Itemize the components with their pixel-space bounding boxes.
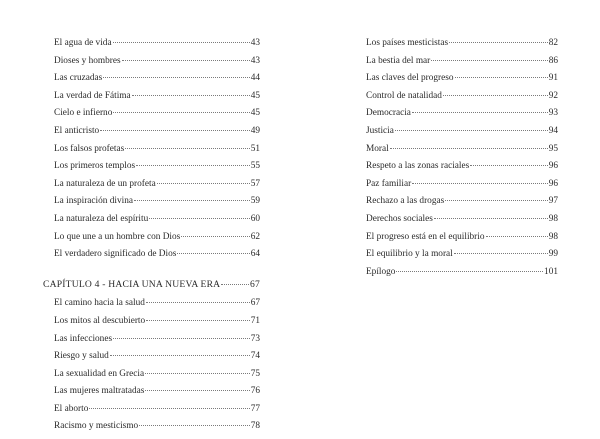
toc-entry-title: El anticristo [54, 125, 100, 136]
dot-leader [157, 183, 250, 184]
toc-entry-page: 96 [548, 161, 558, 172]
toc-entry-page: 59 [250, 196, 260, 207]
toc-entry [54, 108, 260, 126]
toc-entry [54, 144, 260, 162]
toc-entry-title: El equilibrio y la moral [366, 249, 453, 260]
toc-entry [54, 386, 260, 404]
toc-entry-page: 60 [250, 213, 260, 224]
toc-entry-page: 98 [548, 231, 558, 242]
toc-entry [366, 232, 558, 250]
dot-leader [136, 165, 250, 166]
toc-entry [366, 196, 558, 214]
toc-entry-page: 64 [250, 249, 260, 260]
toc-entry-page: 76 [250, 386, 260, 397]
toc-entry [54, 56, 260, 74]
toc-entry [366, 214, 558, 232]
dot-leader [412, 183, 548, 184]
toc-entry-title: Control de natalidad [366, 90, 442, 101]
toc-entry-title: La inspiración divina [54, 196, 134, 207]
dot-leader [390, 148, 548, 149]
toc-entry-title: Justicia [366, 125, 394, 136]
toc-entries-before-chapter [54, 38, 260, 267]
toc-entry-title: Epílogo [366, 266, 396, 277]
toc-entry [54, 232, 260, 250]
toc-entry [54, 73, 260, 91]
toc-entry-title: Paz familiar [366, 178, 412, 189]
toc-entry-page: 43 [250, 55, 260, 66]
toc-entry-page: 93 [548, 108, 558, 119]
toc-entry [54, 179, 260, 197]
toc-entry-page: 98 [548, 213, 558, 224]
toc-entry-title: Lo que une a un hombre con Dios [54, 231, 181, 242]
toc-entry-title: La naturaleza del espíritu [54, 213, 149, 224]
toc-entry-page: 51 [250, 143, 260, 154]
toc-entry [54, 196, 260, 214]
dot-leader [470, 165, 547, 166]
dot-leader [132, 95, 250, 96]
toc-entry-page: 101 [544, 266, 558, 277]
dot-leader [455, 77, 548, 78]
toc-entry [54, 214, 260, 232]
toc-chapter-heading [43, 279, 260, 297]
toc-entry-title: Respeto a las zonas raciales [366, 161, 470, 172]
toc-entry [54, 369, 260, 387]
toc-entry-title: Los falsos profetas [54, 143, 125, 154]
toc-entry-page: 44 [250, 73, 260, 84]
toc-right-column [366, 38, 558, 284]
toc-entry [54, 38, 260, 56]
toc-entry [366, 144, 558, 162]
toc-entry-title: El camino hacia la salud [54, 298, 145, 309]
toc-entry [366, 108, 558, 126]
dot-leader [449, 42, 548, 43]
toc-entry-title: El aborto [54, 403, 89, 414]
toc-entry-page: 86 [548, 55, 558, 66]
dot-leader [395, 130, 548, 131]
toc-entry-page: 71 [250, 315, 260, 326]
dot-leader [145, 390, 249, 391]
toc-entry-title: Racismo y mesticismo [54, 421, 139, 432]
dot-leader [146, 302, 250, 303]
toc-entry-title: Moral [366, 143, 389, 154]
toc-entry-title: La verdad de Fátima [54, 90, 131, 101]
dot-leader [149, 218, 249, 219]
dot-leader [146, 320, 250, 321]
toc-entry-title: Democracia [366, 108, 411, 119]
toc-entry [54, 351, 260, 369]
toc-entry-page: 99 [548, 249, 558, 260]
dot-leader [454, 253, 548, 254]
dot-leader [134, 200, 250, 201]
toc-entry-page: 77 [250, 403, 260, 414]
dot-leader [139, 425, 250, 426]
chapter-title: CAPÍTULO 4 - HACIA UNA NUEVA ERA [43, 278, 221, 290]
toc-entry-page: 67 [250, 298, 260, 309]
toc-entry-title: Cielo e infierno [54, 108, 113, 119]
toc-entry [366, 161, 558, 179]
dot-leader [100, 130, 250, 131]
toc-entry [54, 161, 260, 179]
toc-entry-title: La sexualidad en Grecia [54, 368, 145, 379]
toc-entry-page: 82 [548, 38, 558, 48]
dot-leader [110, 355, 250, 356]
toc-entry-title: La naturaleza de un profeta [54, 178, 156, 189]
toc-entry [366, 73, 558, 91]
toc-entry-title: Los primeros templos [54, 161, 136, 172]
dot-leader [125, 148, 249, 149]
toc-entry [54, 404, 260, 422]
dot-leader [221, 284, 249, 285]
toc-entry-page: 75 [250, 368, 260, 379]
dot-leader [89, 408, 249, 409]
toc-entry-title: Las infecciones [54, 333, 113, 344]
dot-leader [412, 112, 548, 113]
toc-entry [54, 298, 260, 316]
toc-entry-page: 57 [250, 178, 260, 189]
toc-entry-page: 92 [548, 90, 558, 101]
toc-entry-title: Los mitos al descubierto [54, 315, 146, 326]
toc-left-column [43, 38, 260, 439]
toc-entry-title: Los países mesticistas [366, 38, 449, 48]
toc-entry-title: El verdadero significado de Dios [54, 249, 177, 260]
toc-entry [54, 126, 260, 144]
dot-leader [486, 236, 548, 237]
toc-entry [54, 334, 260, 352]
toc-entry [366, 126, 558, 144]
dot-leader [113, 112, 249, 113]
toc-entry-page: 95 [548, 143, 558, 154]
toc-entry-page: 45 [250, 90, 260, 101]
toc-entry [366, 91, 558, 109]
toc-entry-page: 97 [548, 196, 558, 207]
dot-leader [113, 42, 250, 43]
toc-entry-page: 94 [548, 125, 558, 136]
toc-entry-page: 78 [250, 421, 260, 432]
toc-entry-title: Rechazo a las drogas [366, 196, 445, 207]
toc-entry [366, 249, 558, 267]
toc-entry-page: 73 [250, 333, 260, 344]
toc-entry-page: 55 [250, 161, 260, 172]
dot-leader [177, 253, 249, 254]
toc-entry-page: 45 [250, 108, 260, 119]
dot-leader [122, 60, 250, 61]
dot-leader [443, 95, 548, 96]
toc-entry-title: El agua de vida [54, 38, 112, 48]
dot-leader [434, 218, 548, 219]
dot-leader [396, 271, 543, 272]
toc-entry [54, 316, 260, 334]
dot-leader [145, 373, 250, 374]
dot-leader [431, 60, 547, 61]
toc-entry-title: Derechos sociales [366, 213, 433, 224]
toc-entry-title: El progreso está en el equilibrio [366, 231, 485, 242]
toc-entry-title: Las mujeres maltratadas [54, 386, 145, 397]
toc-entry [366, 56, 558, 74]
toc-entries-after-chapter [54, 298, 260, 439]
chapter-page: 67 [250, 278, 260, 290]
toc-entry-page: 43 [250, 38, 260, 48]
toc-entry-title: La bestia del mar [366, 55, 431, 66]
toc-entry [54, 91, 260, 109]
toc-entry-page: 74 [250, 351, 260, 362]
toc-entry-title: Riesgo y salud [54, 351, 109, 362]
toc-entry-page: 91 [548, 73, 558, 84]
toc-entry-page: 62 [250, 231, 260, 242]
toc-entry [366, 267, 558, 285]
toc-entry [54, 421, 260, 439]
dot-leader [113, 338, 250, 339]
dot-leader [103, 77, 249, 78]
toc-entry [366, 179, 558, 197]
toc-entry [54, 249, 260, 267]
dot-leader [445, 200, 547, 201]
toc-entry-title: Dioses y hombres [54, 55, 121, 66]
toc-entry-title: Las claves del progreso [366, 73, 454, 84]
dot-leader [181, 236, 249, 237]
toc-entry-title: Las cruzadas [54, 73, 103, 84]
toc-entry [366, 38, 558, 56]
toc-entry-page: 49 [250, 125, 260, 136]
toc-entry-page: 96 [548, 178, 558, 189]
